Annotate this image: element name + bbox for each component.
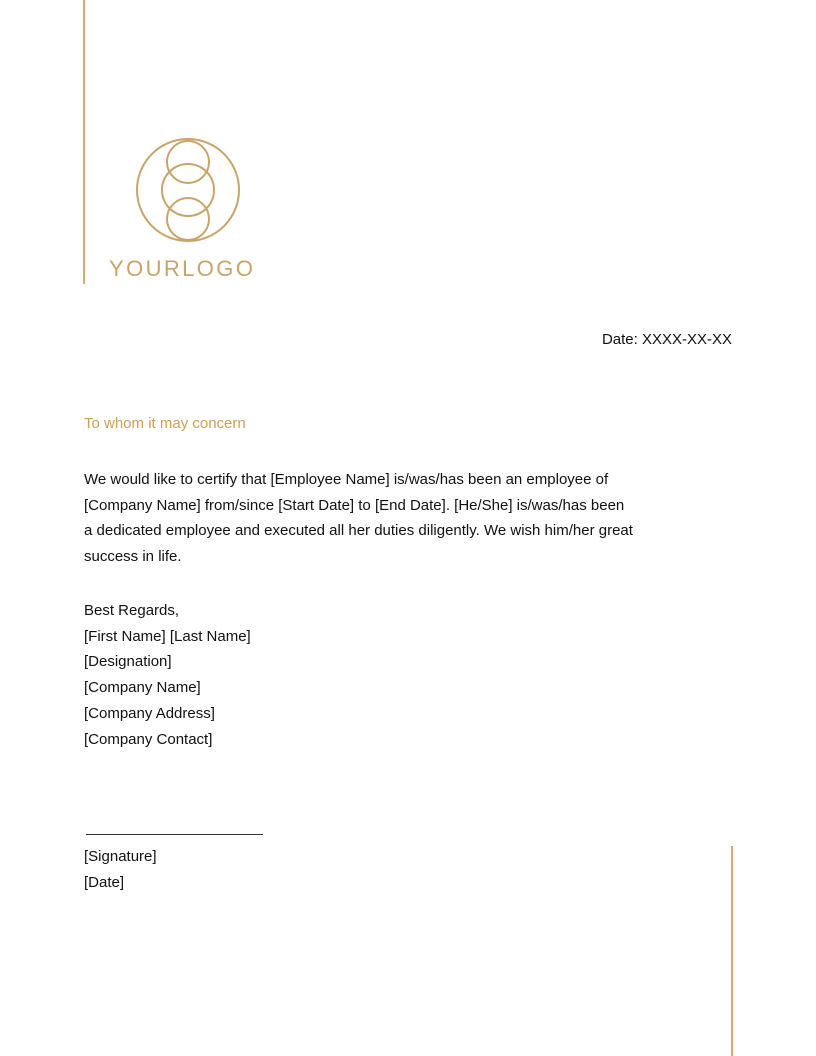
sender-address: [Company Address] <box>84 704 215 722</box>
signature-block <box>84 844 157 895</box>
interlocking-circles-logo-icon <box>134 136 242 244</box>
sender-name: [First Name] [Last Name] <box>84 627 251 645</box>
logo-text: YOURLOGO <box>109 256 256 281</box>
signature-line <box>86 834 263 835</box>
signature-label: [Signature] <box>84 848 157 865</box>
left-accent-rule <box>83 0 85 284</box>
signoff-block <box>84 598 251 752</box>
letter-body <box>84 467 704 570</box>
sender-contact: [Company Contact] <box>84 730 213 748</box>
body-line: a dedicated employee and executed all her duties diligently. We wish him/her great <box>84 522 633 540</box>
sender-company: [Company Name] <box>84 679 201 697</box>
closing: Best Regards, <box>84 602 180 619</box>
signature-date-label: [Date] <box>84 873 125 891</box>
body-line: We would like to certify that [Employee Name] is/was/has been an employee of <box>84 471 609 488</box>
sender-designation: [Designation] <box>84 653 172 671</box>
body-line: [Company Name] from/since [Start Date] to [End Date]. [He/She] is/was/has been <box>84 496 625 514</box>
right-accent-rule <box>731 846 733 1056</box>
body-line: success in life. <box>84 548 182 566</box>
letter-date: Date: XXXX-XX-XX <box>601 331 732 348</box>
salutation: To whom it may concern <box>84 415 246 432</box>
